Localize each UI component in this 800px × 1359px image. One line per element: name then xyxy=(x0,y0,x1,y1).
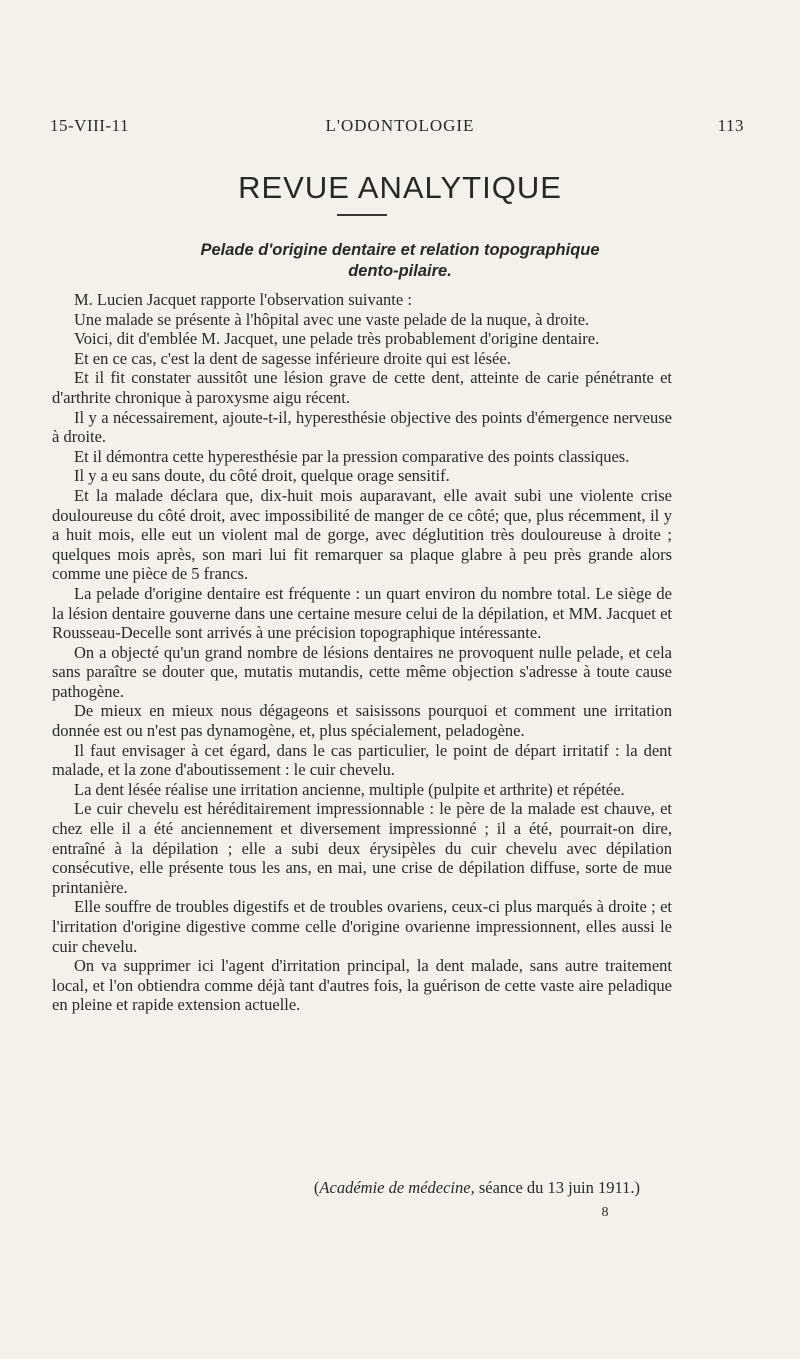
paragraph: Il y a eu sans doute, du côté droit, quelque orage sensitif. xyxy=(74,466,450,486)
paragraph: Et il démontra cette hyperesthésie par la pression comparative des points classiques. xyxy=(74,446,630,466)
title-rule xyxy=(337,214,387,216)
citation-source: Académie de médecine, xyxy=(319,1178,475,1197)
journal-title: L'ODONTOLOGIE xyxy=(325,116,475,135)
paragraph: On a objecté qu'un grand nombre de lésions dentaires ne provoquent nulle pelade, et cela sans paraître se douter que, mutatis mutandis, cette même objection s'adresse à toute cause pathogène. xyxy=(52,642,672,701)
header-date: 15-VIII-11 xyxy=(50,116,129,135)
article-subtitle xyxy=(140,240,660,282)
paragraph: Il y a nécessairement, ajoute-t-il, hyperesthésie objective des points d'émergence nerveuse à droite. xyxy=(52,407,672,447)
section-title: REVUE ANALYTIQUE xyxy=(238,170,562,205)
paragraph: Le cuir chevelu est héréditairement impressionnable : le père de la malade est chauve, et chez elle il a été anciennement et diversement impressionné ; il a été, pourrait-on dire, entraîné à la dépilation ; elle a subi deux érysipèles du cuir chevelu avec dépilation consécutive, elle présente tous les ans, en mai, une crise de dépilation diffuse, sorte de mue printanière. xyxy=(52,799,672,897)
citation-date: séance du 13 juin 1911.) xyxy=(474,1178,640,1197)
article-body xyxy=(52,290,672,1015)
paragraph: On va supprimer ici l'agent d'irritation principal, la dent malade, sans autre traitement local, et l'on obtiendra comme déjà tant d'autres fois, la guérison de cette vaste aire peladique en pleine et rapide extension actuelle. xyxy=(52,956,672,1015)
paragraph: Elle souffre de troubles digestifs et de troubles ovariens, ceux-ci plus marqués à droite ; et l'irritation d'origine digestive comme celle d'origine ovarienne impressionnent, elles aussi le cuir chevelu. xyxy=(52,897,672,956)
paragraph: Une malade se présente à l'hôpital avec une vaste pelade de la nuque, à droite. xyxy=(74,309,590,329)
citation xyxy=(200,1178,640,1198)
paragraph: Voici, dit d'emblée M. Jacquet, une pelade très probablement d'origine dentaire. xyxy=(74,329,600,349)
paragraph: La dent lésée réalise une irritation ancienne, multiple (pulpite et arthrite) et répétée. xyxy=(74,779,625,799)
paragraph: Et la malade déclara que, dix-huit mois auparavant, elle avait subi une violente crise douloureuse du côté droit, avec impossibilité de manger de ce côté; que, plus récemment, il y a huit mois, elle eut un violent mal de gorge, avec déglutition très douloureuse à droite ; quelques mois après, son mari lui fit remarquer sa plaque glabre à peu près grande alors comme une pièce de 5 francs. xyxy=(52,485,672,584)
subtitle-line-2: dento-pilaire. xyxy=(348,262,452,280)
paragraph: Il faut envisager à cet égard, dans le cas particulier, le point de départ irritatif : la dent malade, et la zone d'aboutissement : le cuir chevelu. xyxy=(52,740,672,780)
subtitle-line-1: Pelade d'origine dentaire et relation topographique xyxy=(200,241,600,259)
running-head xyxy=(50,116,750,140)
signature-mark: 8 xyxy=(601,1205,609,1220)
paragraph: Et il fit constater aussitôt une lésion grave de cette dent, atteinte de carie pénétrante et d'arthrite chronique à paroxysme aigu récent. xyxy=(52,368,672,407)
paragraph: La pelade d'origine dentaire est fréquente : un quart environ du nombre total. Le siège de la lésion dentaire gouverne dans une certaine mesure celui de la dépilation, et MM. Jacquet et Rousseau-Decelle sont arrivés à une précision topographique intéressante. xyxy=(52,583,672,643)
paragraph: M. Lucien Jacquet rapporte l'observation suivante : xyxy=(74,290,412,309)
paragraph: De mieux en mieux nous dégageons et saisissons pourquoi et comment une irritation donnée est ou n'est pas dynamogène, et, plus spécialement, peladogène. xyxy=(52,701,672,741)
paragraph: Et en ce cas, c'est la dent de sagesse inférieure droite qui est lésée. xyxy=(74,348,511,368)
page-number: 113 xyxy=(717,116,744,135)
citation-open: ( xyxy=(313,1178,320,1197)
